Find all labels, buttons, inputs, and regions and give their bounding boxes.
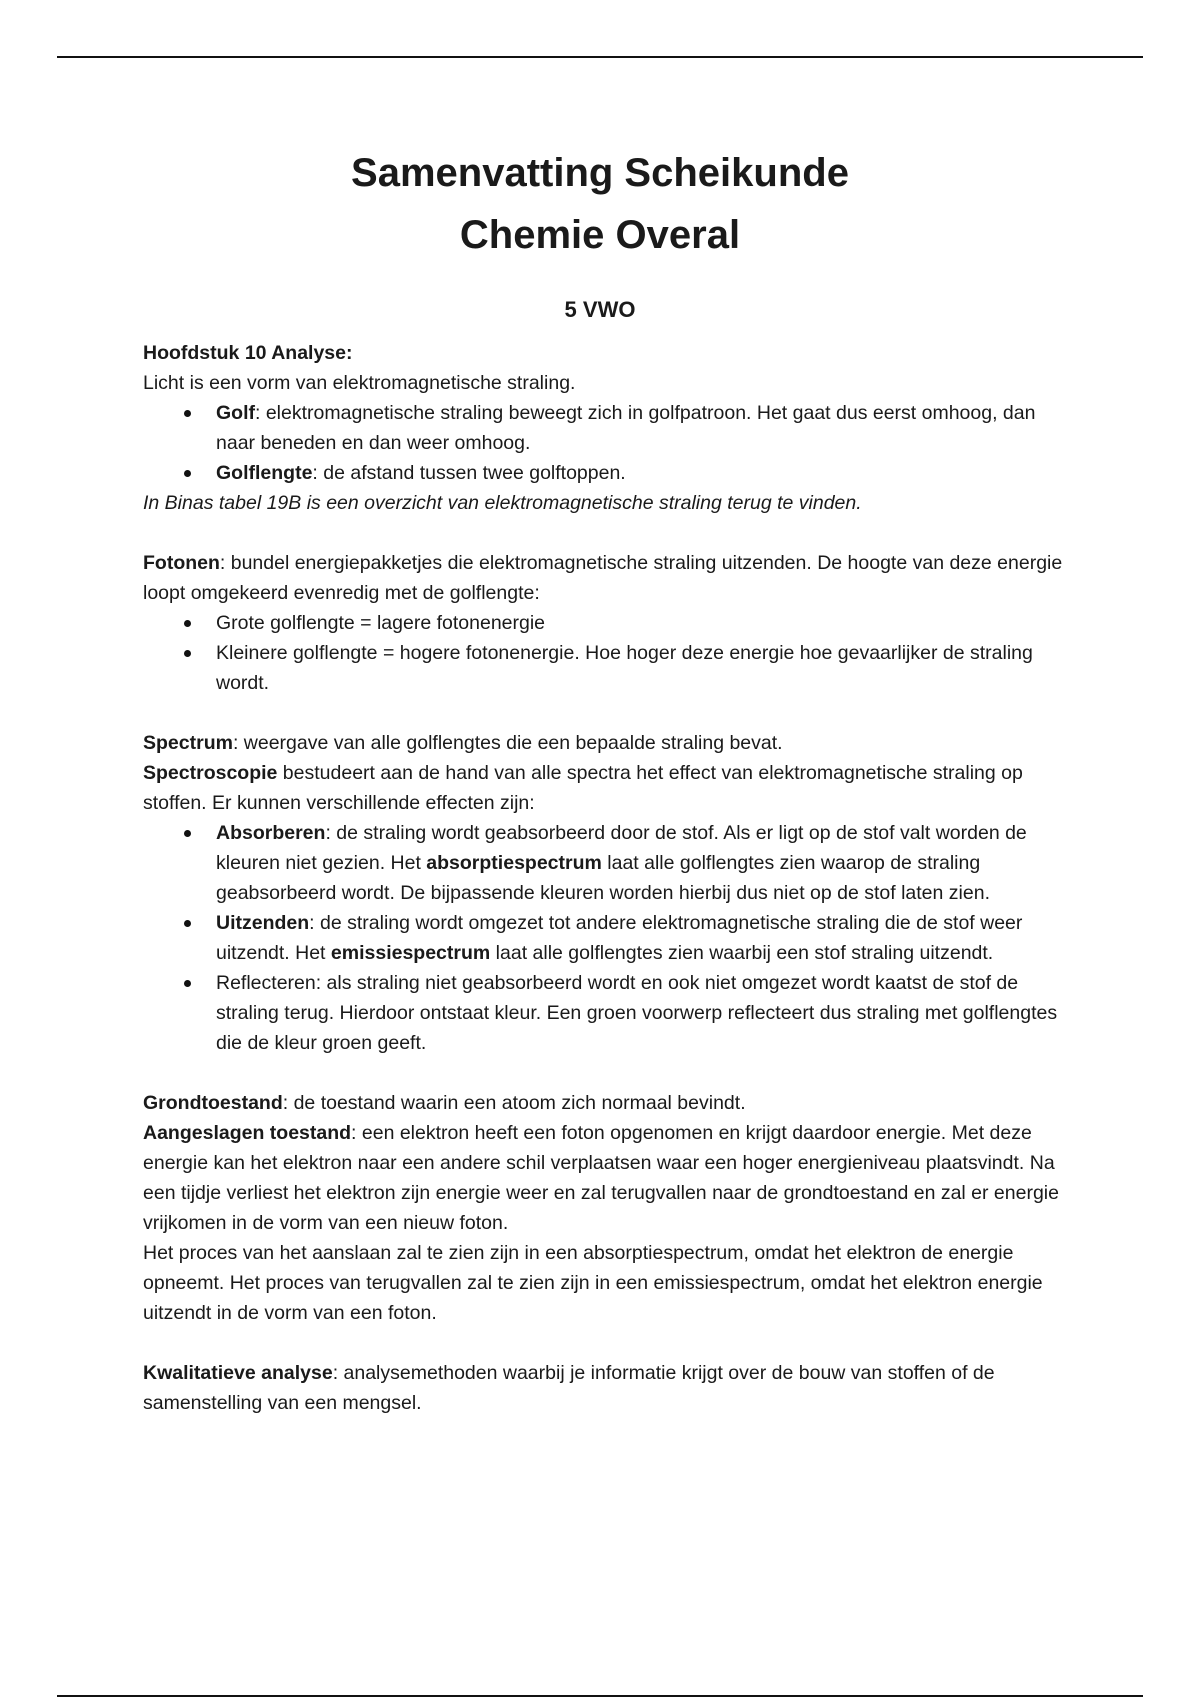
top-rule [57, 56, 1143, 58]
list-item: Kleinere golflengte = hogere fotonenergie. Hoe hoger deze energie hoe gevaarlijker de straling wordt. [216, 638, 1073, 698]
wave-list [143, 398, 1073, 488]
list-item-reflecteren: Reflecteren: als straling niet geabsorbeerd wordt en ook niet omgezet wordt kaatst de stof de straling terug. Hierdoor ontstaat kleur. Een groen voorwerp reflecteert dus straling met golflengtes die de kleur groen geeft. [216, 968, 1073, 1058]
list-item-absorberen: Absorberen: de straling wordt geabsorbeerd door de stof. Als er ligt op de stof valt worden de kleuren niet gezien. Het absorptiespectrum laat alle golflengtes zien waarop de straling geabsorbeerd wordt. De bijpassende kleuren worden hierbij dus niet op de stof laten zien. [216, 818, 1073, 908]
page-title: Samenvatting Scheikunde [351, 151, 849, 195]
document-body [143, 338, 1073, 1418]
chapter-heading: Hoofdstuk 10 Analyse: [143, 342, 353, 364]
proces-paragraph: Het proces van het aanslaan zal te zien zijn in een absorptiespectrum, omdat het elektron de energie opneemt. Het proces van terugvallen zal te zien zijn in een emissiespectrum, omdat het elektron energie uitzendt in de vorm van een foton. [143, 1242, 1043, 1324]
aangeslagen-paragraph: Aangeslagen toestand: een elektron heeft een foton opgenomen en krijgt daardoor energie. Met deze energie kan het elektron naar een andere schil verplaatsen waar een hoger energieniveau plaatsvindt. Na een tijdje verliest het elektron zijn energie weer en zal terugvallen naar de grondtoestand en zal er energie vrijkomen in de vorm van een nieuw foton. [143, 1122, 1059, 1234]
kwalitatief-paragraph: Kwalitatieve analyse: analysemethoden waarbij je informatie krijgt over de bouw van stoffen of de samenstelling van een mengsel. [143, 1362, 995, 1414]
list-item-golf: Golf: elektromagnetische straling beweegt zich in golfpatroon. Het gaat dus eerst omhoog, dan naar beneden en dan weer omhoog. [216, 398, 1073, 458]
page-subtitle: Chemie Overal [459, 213, 741, 257]
paragraph-gap [143, 1058, 1073, 1088]
paragraph-gap [143, 1328, 1073, 1358]
grondtoestand-paragraph: Grondtoestand: de toestand waarin een atoom zich normaal bevindt. [143, 1092, 746, 1114]
fotonen-paragraph: Fotonen: bundel energiepakketjes die elektromagnetische straling uitzenden. De hoogte van deze energie loopt omgekeerd evenredig met de golflengte: [143, 552, 1063, 604]
binas-note: In Binas tabel 19B is een overzicht van elektromagnetische straling terug te vinden. [143, 492, 862, 514]
intro-paragraph: Licht is een vorm van elektromagnetische straling. [143, 372, 576, 394]
paragraph-gap [143, 698, 1073, 728]
level-heading: 5 VWO [564, 297, 636, 322]
spectrum-paragraph: Spectrum: weergave van alle golflengtes die een bepaalde straling bevat. [143, 732, 783, 754]
bottom-rule [57, 1695, 1143, 1697]
list-item-golflengte: Golflengte: de afstand tussen twee golftoppen. [216, 458, 1073, 488]
fotonen-list [143, 608, 1073, 698]
list-item-uitzenden: Uitzenden: de straling wordt omgezet tot andere elektromagnetische straling die de stof weer uitzendt. Het emissiespectrum laat alle golflengtes zien waarbij een stof straling uitzendt. [216, 908, 1073, 968]
effects-list [143, 818, 1073, 1058]
title-block [0, 142, 1200, 266]
spectroscopie-paragraph: Spectroscopie bestudeert aan de hand van alle spectra het effect van elektromagnetische straling op stoffen. Er kunnen verschillende effecten zijn: [143, 762, 1023, 814]
paragraph-gap [143, 518, 1073, 548]
list-item: Grote golflengte = lagere fotonenergie [216, 608, 1073, 638]
